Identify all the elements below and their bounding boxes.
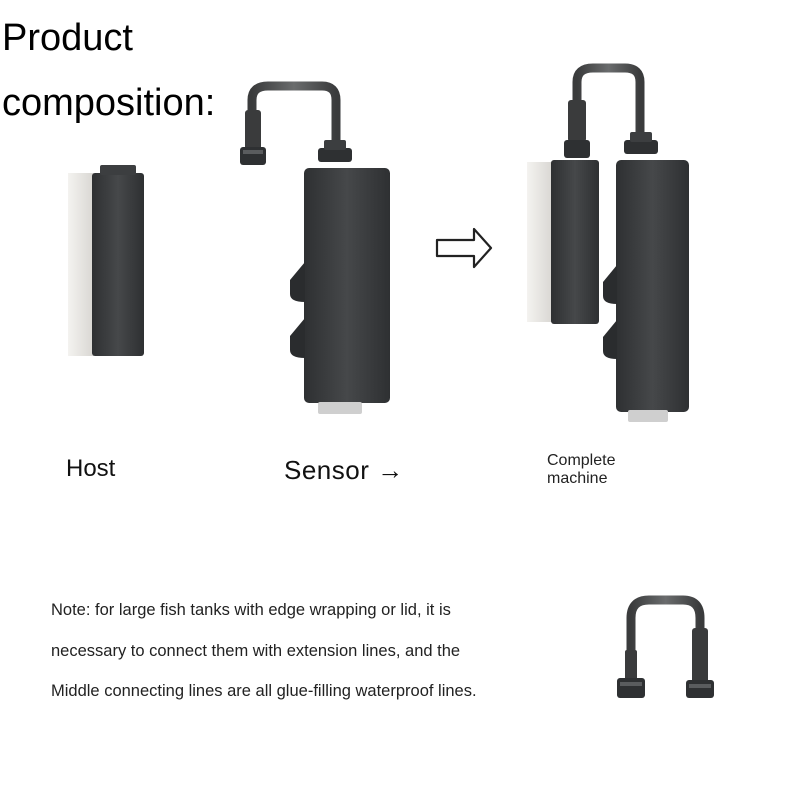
note-text (51, 590, 611, 712)
complete-machine-label-line-2: machine (547, 470, 608, 487)
note-line-1: Note: for large fish tanks with edge wrapping or lid, it is (51, 601, 451, 619)
title-line-1: Product (2, 17, 133, 59)
complete-machine-label-line-1: Complete (547, 452, 616, 469)
host-label: Host (66, 455, 116, 482)
sensor-label: Sensor → (284, 455, 404, 485)
title-line-2: composition: (2, 82, 216, 124)
page-title (2, 6, 215, 136)
note-line-3: Middle connecting lines are all glue-filling waterproof lines. (51, 682, 477, 700)
note-line-2: necessary to connect them with extension lines, and the (51, 641, 461, 660)
complete-machine-label (547, 452, 615, 488)
